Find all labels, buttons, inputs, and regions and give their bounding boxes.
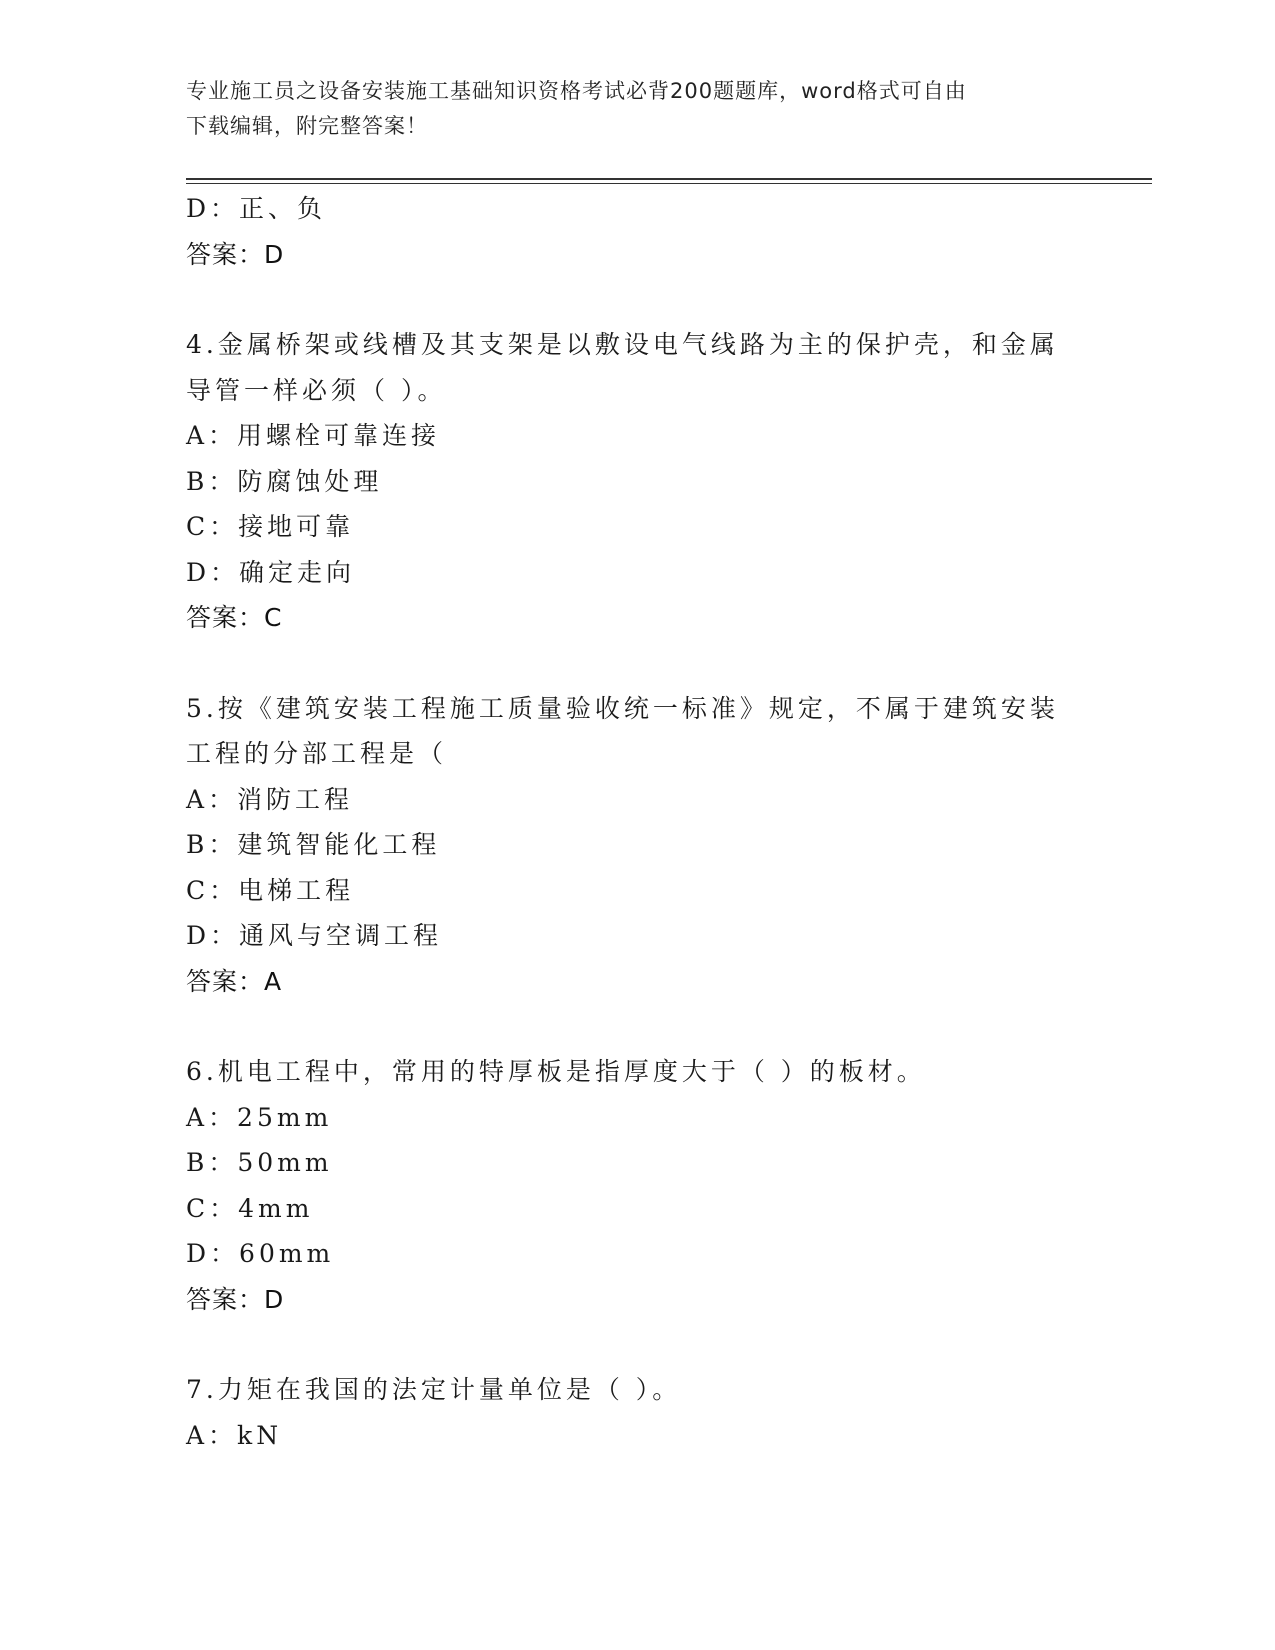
option-a: A：25mm — [186, 1102, 333, 1132]
option-c: C：4mm — [186, 1193, 314, 1223]
answer-line: 答案：C — [186, 603, 283, 632]
option-a: A：kN — [186, 1420, 283, 1450]
option-b: B：防腐蚀处理 — [186, 466, 383, 496]
question-stem-line-1: 6.机电工程中，常用的特厚板是指厚度大于（ ）的板材。 — [186, 1057, 926, 1086]
spacer — [186, 1322, 1066, 1367]
question-list — [186, 186, 1066, 1458]
option-b: B：50mm — [186, 1148, 333, 1177]
document-header — [186, 74, 1066, 144]
option-c: C：电梯工程 — [186, 875, 355, 905]
spacer — [186, 277, 1066, 322]
option-d: D：通风与空调工程 — [186, 921, 443, 950]
option-c: C：接地可靠 — [186, 512, 355, 541]
question-stem-line-1: 5.按《建筑安装工程施工质量验收统一标准》规定，不属于建筑安装 — [186, 693, 1059, 723]
question-3-fragment — [186, 186, 1066, 277]
question-6 — [186, 1049, 1066, 1322]
question-stem-line-2: 导管一样必须（ ）。 — [186, 375, 447, 405]
option-d: D：正、负 — [186, 194, 327, 223]
option-d: D：60mm — [186, 1239, 335, 1268]
answer-line: 答案：A — [186, 966, 283, 996]
question-stem-line-2: 工程的分部工程是（ — [186, 739, 448, 768]
answer-line: 答案：D — [186, 1284, 285, 1314]
question-4 — [186, 322, 1066, 641]
header-divider-thin — [186, 183, 1152, 184]
question-stem-line-1: 4.金属桥架或线槽及其支架是以敷设电气线路为主的保护壳，和金属 — [186, 330, 1059, 359]
spacer — [186, 641, 1066, 686]
question-7 — [186, 1367, 1066, 1458]
answer-line: 答案：D — [186, 239, 285, 269]
question-5 — [186, 686, 1066, 1005]
option-d: D：确定走向 — [186, 557, 356, 587]
option-b: B：建筑智能化工程 — [186, 830, 441, 859]
option-a: A：用螺栓可靠连接 — [186, 421, 441, 450]
header-title-line-1: 专业施工员之设备安装施工基础知识资格考试必背200题题库，word格式可自由 — [186, 79, 967, 103]
header-title-line-2: 下载编辑，附完整答案！ — [186, 114, 428, 138]
question-stem-line-1: 7.力矩在我国的法定计量单位是（ ）。 — [186, 1375, 682, 1404]
option-a: A：消防工程 — [186, 784, 354, 814]
header-divider-thick — [186, 178, 1152, 180]
spacer — [186, 1004, 1066, 1049]
